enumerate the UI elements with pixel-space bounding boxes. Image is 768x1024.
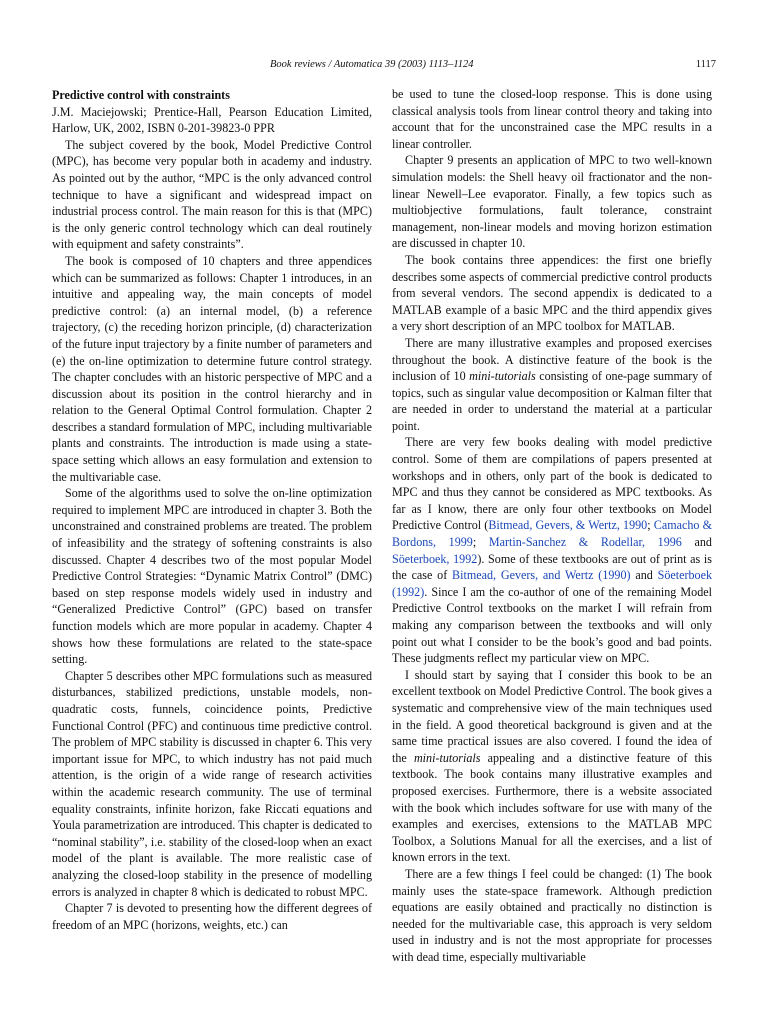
paragraph: The book is composed of 10 chapters and three appendices which can be summarized as follows: Chapter 1 introduces, in an intuitive and appealing way, the main concepts of model predictive control: (a) an internal model, (b) a reference trajectory, (c) the receding horizon principle, (d) characterization of the future input trajectory by a finite number of parameters and (e) the on-line optimization to determine future control strategy. The chapter concludes with an historic perspective of MPC and a discussion about its position in the control hierarchy and in relation to the General Optimal Control formulation. Chapter 2 describes a standard formulation of MPC, including multivariable plants and constraints. The introduction is made using a state-space setting which allows an easy formulation and extension to the multivariable case.	[52, 253, 372, 484]
running-head: Book reviews / Automatica 39 (2003) 1113–1124	[270, 59, 474, 70]
paragraph: The book contains three appendices: the first one briefly describes some aspects of commercial predictive control products from several vendors. The second appendix is dedicated to a MATLAB example of a basic MPC and the third appendix gives a very short description of an MPC toolbox for MATLAB.	[392, 252, 712, 334]
paragraph: Chapter 9 presents an application of MPC to two well-known simulation models: the Shell heavy oil fractionator and the non-linear Newell–Lee evaporator. Finally, a few topics such as multiobjective formulations, fault tolerance, constraint management, non-linear models and moving horizon estimation are discussed in chapter 10.	[392, 153, 712, 251]
bibliographic-info: J.M. Maciejowski; Prentice-Hall, Pearson Education Limited, Harlow, UK, 2002, ISBN 0-201-39823-0 PPR	[52, 104, 372, 136]
emphasis: mini-tutorials	[413, 750, 481, 765]
citation-link[interactable]: Martin-Sanchez & Rodellar, 1996	[488, 535, 682, 550]
paragraph: Chapter 7 is devoted to presenting how the different degrees of freedom of an MPC (horizons, weights, etc.) can	[52, 901, 372, 932]
paragraph: There are a few things I feel could be changed: (1) The book mainly uses the state-space framework. Although prediction equations are easily obtained and practically no distinction is needed for the multivariable case, this approach is very seldom used in industry and is not the most appropriate for processes with dead time, especially multivariable	[392, 866, 712, 964]
right-column	[392, 86, 712, 965]
paragraph: The subject covered by the book, Model Predictive Control (MPC), has become very popular both in academy and industry. As pointed out by the author, “MPC is the only advanced control technique to have a significant and widespread impact on industrial process control. The main reason for this is that (MPC) is the only generic control technology which can deal routinely with equipment and safety constraints”.	[52, 137, 372, 252]
citation-link[interactable]: Bitmead, Gevers, & Wertz, 1990	[488, 518, 648, 533]
page-number: 1117	[695, 59, 716, 70]
citation-link[interactable]: Söeterboek (1992)	[392, 568, 712, 599]
citation-link[interactable]: Söeterboek, 1992	[392, 551, 478, 566]
paragraph: Chapter 5 describes other MPC formulations such as measured disturbances, stabilized predictions, unstable models, non-quadratic costs, funnels, coincidence points, Predictive Functional Control (PFC) and continuous time predictive control. The problem of MPC stability is discussed in chapter 6. This very important issue for MPC, to which industry has not paid much attention, is the origin of a wide range of research activities within the academic research community. The use of terminal equality constraints, infinite horizon, fake Riccati equations and Youla parametrization are introduced. This chapter is dedicated to “nominal stability”, i.e. stability of the closed-loop when an exact model of the plant is available. The more realistic case of analyzing the closed-loop stability in the presence of modelling errors is analyzed in chapter 8 which is dedicated to robust MPC.	[52, 668, 372, 899]
citation-link[interactable]: Bitmead, Gevers, and Wertz (1990)	[452, 568, 631, 583]
paragraph: There are very few books dealing with model predictive control. Some of them are compilations of papers presented at workshops and in others, only part of the book is dedicated to MPC and thus they cannot be considered as MPC textbooks. As far as I know, there are only four other textbooks on Model Predictive Control (Bitmead, Gevers, & Wertz, 1990; Camacho & Bordons, 1999; Martin-Sanchez & Rodellar, 1996 and Söeterboek, 1992). Some of these textbooks are out of print as is the case of Bitmead, Gevers, and Wertz (1990) and Söeterboek (1992). Since I am the co-author of one of the remaining Model Predictive Control textbooks on the market I will refrain from making any comparison between the textbooks and will only point out what I consider to be the book’s good and bad points. These judgments reflect my particular view on MPC.	[392, 435, 713, 666]
paragraph: Some of the algorithms used to solve the on-line optimization required to implement MPC are introduced in chapter 3. Both the unconstrained and constrained problems are treated. The problem of infeasibility and the strategy of softening constraints is also discussed. Chapter 4 describes two of the most popular Model Predictive Control Strategies: “Dynamic Matrix Control” (DMC) based on step response models widely used in industry and “Generalized Predictive Control” (GPC) based on transfer function models which are more popular in academy. Chapter 4 shows how these formulations are related to the state-space setting.	[52, 486, 372, 667]
paragraph: be used to tune the closed-loop response. This is done using classical analysis tools from linear control theory and taking into account that for the unconstrained case the MPC results in a linear controller.	[392, 87, 712, 151]
left-column	[52, 87, 372, 933]
paragraph: I should start by saying that I consider this book to be an excellent textbook on Model Predictive Control. The book gives a systematic and comprehensive view of the main techniques used in the field. A good theoretical background is given and at the same time practical issues are also covered. I found the idea of the mini-tutorials appealing and a distinctive feature of this textbook. The book contains many illustrative examples and proposed exercises. Furthermore, there is a website associated with the book which includes software for use with many of the examples and exercises, extensions to the MATLAB MPC Toolbox, a Solutions Manual for all the exercises, and a list of known errors in the text.	[392, 667, 712, 865]
paragraph: There are many illustrative examples and proposed exercises throughout the book. A distinctive feature of the book is the inclusion of 10 mini-tutorials consisting of one-page summary of topics, such as singular value decomposition or Kalman filter that are needed in order to understand the material at a particular point.	[392, 335, 712, 433]
emphasis: mini-tutorials	[469, 369, 536, 384]
review-title: Predictive control with constraints	[52, 88, 230, 102]
citation-link[interactable]: Camacho & Bordons, 1999	[392, 518, 713, 550]
